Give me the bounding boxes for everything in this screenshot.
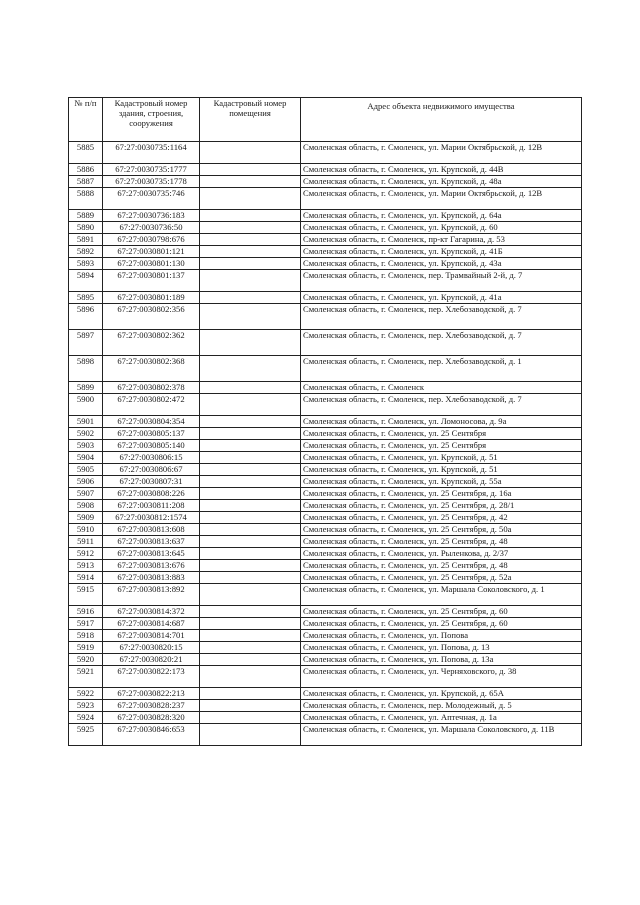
building-cadastral-number: 67:27:0030806:67: [103, 464, 200, 476]
property-address: Смоленская область, г. Смоленск, ул. Маршала Соколовского, д. 11В: [301, 724, 582, 746]
property-address: Смоленская область, г. Смоленск, ул. Крупской, д. 44В: [301, 164, 582, 176]
property-address: Смоленская область, г. Смоленск, пер. Молодежный, д. 5: [301, 700, 582, 712]
room-cadastral-number: [200, 548, 301, 560]
property-address: Смоленская область, г. Смоленск, ул. 25 Сентября, д. 60: [301, 606, 582, 618]
table-row: [69, 700, 582, 712]
table-row: [69, 394, 582, 416]
table-row: [69, 666, 582, 688]
room-cadastral-number: [200, 222, 301, 234]
table-row: [69, 330, 582, 356]
table-row: [69, 512, 582, 524]
header-building-cadastral: Кадастровый номер здания, строения, сооружения: [103, 98, 200, 142]
row-number: 5889: [69, 210, 103, 222]
building-cadastral-number: 67:27:0030735:1164: [103, 142, 200, 164]
room-cadastral-number: [200, 164, 301, 176]
property-address: Смоленская область, г. Смоленск, ул. Крупской, д. 51: [301, 452, 582, 464]
building-cadastral-number: 67:27:0030807:31: [103, 476, 200, 488]
building-cadastral-number: 67:27:0030813:676: [103, 560, 200, 572]
row-number: 5886: [69, 164, 103, 176]
room-cadastral-number: [200, 500, 301, 512]
building-cadastral-number: 67:27:0030808:226: [103, 488, 200, 500]
row-number: 5903: [69, 440, 103, 452]
building-cadastral-number: 67:27:0030735:1777: [103, 164, 200, 176]
building-cadastral-number: 67:27:0030736:183: [103, 210, 200, 222]
property-address: Смоленская область, г. Смоленск, ул. Крупской, д. 65А: [301, 688, 582, 700]
row-number: 5902: [69, 428, 103, 440]
header-number: № п/п: [69, 98, 103, 142]
table-row: [69, 606, 582, 618]
row-number: 5900: [69, 394, 103, 416]
room-cadastral-number: [200, 642, 301, 654]
building-cadastral-number: 67:27:0030801:137: [103, 270, 200, 292]
table-row: [69, 234, 582, 246]
room-cadastral-number: [200, 618, 301, 630]
row-number: 5890: [69, 222, 103, 234]
building-cadastral-number: 67:27:0030735:746: [103, 188, 200, 210]
building-cadastral-number: 67:27:0030813:608: [103, 524, 200, 536]
building-cadastral-number: 67:27:0030814:372: [103, 606, 200, 618]
property-address: Смоленская область, г. Смоленск, ул. Крупской, д. 55а: [301, 476, 582, 488]
row-number: 5923: [69, 700, 103, 712]
table-row: [69, 618, 582, 630]
room-cadastral-number: [200, 188, 301, 210]
row-number: 5899: [69, 382, 103, 394]
property-address: Смоленская область, г. Смоленск, ул. 25 Сентября, д. 48: [301, 560, 582, 572]
room-cadastral-number: [200, 176, 301, 188]
room-cadastral-number: [200, 536, 301, 548]
row-number: 5885: [69, 142, 103, 164]
table-row: [69, 304, 582, 330]
building-cadastral-number: 67:27:0030814:701: [103, 630, 200, 642]
building-cadastral-number: 67:27:0030801:121: [103, 246, 200, 258]
property-address: Смоленская область, г. Смоленск, ул. 25 Сентября, д. 42: [301, 512, 582, 524]
row-number: 5905: [69, 464, 103, 476]
property-address: Смоленская область, г. Смоленск, пер. Хлебозаводской, д. 1: [301, 356, 582, 382]
building-cadastral-number: 67:27:0030811:208: [103, 500, 200, 512]
table-row: [69, 572, 582, 584]
header-room-cadastral: Кадастровый номер помещения: [200, 98, 301, 142]
building-cadastral-number: 67:27:0030801:189: [103, 292, 200, 304]
row-number: 5909: [69, 512, 103, 524]
header-address: Адрес объекта недвижимого имущества: [301, 98, 582, 142]
room-cadastral-number: [200, 524, 301, 536]
row-number: 5913: [69, 560, 103, 572]
room-cadastral-number: [200, 246, 301, 258]
room-cadastral-number: [200, 356, 301, 382]
property-address: Смоленская область, г. Смоленск, ул. 25 Сентября: [301, 428, 582, 440]
table-header: [69, 98, 582, 142]
table-row: [69, 258, 582, 270]
property-address: Смоленская область, г. Смоленск, ул. Крупской, д. 41а: [301, 292, 582, 304]
room-cadastral-number: [200, 142, 301, 164]
room-cadastral-number: [200, 304, 301, 330]
table-row: [69, 560, 582, 572]
row-number: 5919: [69, 642, 103, 654]
property-address: Смоленская область, г. Смоленск, пер. Хлебозаводской, д. 7: [301, 330, 582, 356]
row-number: 5918: [69, 630, 103, 642]
building-cadastral-number: 67:27:0030814:687: [103, 618, 200, 630]
room-cadastral-number: [200, 688, 301, 700]
building-cadastral-number: 67:27:0030813:645: [103, 548, 200, 560]
room-cadastral-number: [200, 394, 301, 416]
table-row: [69, 584, 582, 606]
room-cadastral-number: [200, 234, 301, 246]
building-cadastral-number: 67:27:0030802:362: [103, 330, 200, 356]
room-cadastral-number: [200, 452, 301, 464]
table-row: [69, 642, 582, 654]
property-address: Смоленская область, г. Смоленск, ул. Крупской, д. 41Б: [301, 246, 582, 258]
property-address: Смоленская область, г. Смоленск, ул. Крупской, д. 64а: [301, 210, 582, 222]
row-number: 5916: [69, 606, 103, 618]
room-cadastral-number: [200, 476, 301, 488]
property-address: Смоленская область, г. Смоленск, ул. Рыленкова, д. 2/37: [301, 548, 582, 560]
room-cadastral-number: [200, 210, 301, 222]
row-number: 5892: [69, 246, 103, 258]
row-number: 5914: [69, 572, 103, 584]
table-row: [69, 292, 582, 304]
row-number: 5917: [69, 618, 103, 630]
row-number: 5894: [69, 270, 103, 292]
room-cadastral-number: [200, 330, 301, 356]
room-cadastral-number: [200, 666, 301, 688]
building-cadastral-number: 67:27:0030813:892: [103, 584, 200, 606]
table-body: [69, 142, 582, 746]
table-row: [69, 464, 582, 476]
property-address: Смоленская область, г. Смоленск, ул. Попова: [301, 630, 582, 642]
building-cadastral-number: 67:27:0030812:1574: [103, 512, 200, 524]
building-cadastral-number: 67:27:0030736:50: [103, 222, 200, 234]
room-cadastral-number: [200, 606, 301, 618]
table-row: [69, 356, 582, 382]
table-row: [69, 724, 582, 746]
room-cadastral-number: [200, 572, 301, 584]
building-cadastral-number: 67:27:0030828:320: [103, 712, 200, 724]
property-address: Смоленская область, г. Смоленск, ул. Крупской, д. 51: [301, 464, 582, 476]
room-cadastral-number: [200, 464, 301, 476]
row-number: 5891: [69, 234, 103, 246]
row-number: 5887: [69, 176, 103, 188]
room-cadastral-number: [200, 630, 301, 642]
table-row: [69, 210, 582, 222]
room-cadastral-number: [200, 292, 301, 304]
property-address: Смоленская область, г. Смоленск, ул. 25 Сентября, д. 28/1: [301, 500, 582, 512]
table-row: [69, 712, 582, 724]
row-number: 5888: [69, 188, 103, 210]
room-cadastral-number: [200, 712, 301, 724]
property-address: Смоленская область, г. Смоленск, ул. Марии Октябрьской, д. 12В: [301, 142, 582, 164]
table-row: [69, 488, 582, 500]
property-address: Смоленская область, г. Смоленск, пер. Трамвайный 2-й, д. 7: [301, 270, 582, 292]
row-number: 5915: [69, 584, 103, 606]
row-number: 5925: [69, 724, 103, 746]
table-row: [69, 536, 582, 548]
room-cadastral-number: [200, 512, 301, 524]
table-row: [69, 688, 582, 700]
property-address: Смоленская область, г. Смоленск, пер. Хлебозаводской, д. 7: [301, 394, 582, 416]
building-cadastral-number: 67:27:0030735:1778: [103, 176, 200, 188]
table-row: [69, 428, 582, 440]
property-address: Смоленская область, г. Смоленск, ул. Черняховского, д. 38: [301, 666, 582, 688]
building-cadastral-number: 67:27:0030802:378: [103, 382, 200, 394]
table-row: [69, 500, 582, 512]
table-row: [69, 524, 582, 536]
room-cadastral-number: [200, 700, 301, 712]
property-address: Смоленская область, г. Смоленск: [301, 382, 582, 394]
table-row: [69, 440, 582, 452]
row-number: 5910: [69, 524, 103, 536]
row-number: 5908: [69, 500, 103, 512]
row-number: 5912: [69, 548, 103, 560]
building-cadastral-number: 67:27:0030801:130: [103, 258, 200, 270]
row-number: 5897: [69, 330, 103, 356]
table-row: [69, 654, 582, 666]
building-cadastral-number: 67:27:0030813:883: [103, 572, 200, 584]
property-address: Смоленская область, г. Смоленск, ул. 25 Сентября: [301, 440, 582, 452]
table-row: [69, 164, 582, 176]
row-number: 5920: [69, 654, 103, 666]
room-cadastral-number: [200, 270, 301, 292]
building-cadastral-number: 67:27:0030804:354: [103, 416, 200, 428]
room-cadastral-number: [200, 428, 301, 440]
property-address: Смоленская область, г. Смоленск, ул. Ломоносова, д. 9а: [301, 416, 582, 428]
row-number: 5924: [69, 712, 103, 724]
table-row: [69, 476, 582, 488]
row-number: 5911: [69, 536, 103, 548]
property-address: Смоленская область, г. Смоленск, ул. Аптечная, д. 1а: [301, 712, 582, 724]
table-row: [69, 270, 582, 292]
property-address: Смоленская область, г. Смоленск, ул. Марии Октябрьской, д. 12В: [301, 188, 582, 210]
room-cadastral-number: [200, 416, 301, 428]
row-number: 5896: [69, 304, 103, 330]
property-address: Смоленская область, г. Смоленск, ул. Попова, д. 13а: [301, 654, 582, 666]
building-cadastral-number: 67:27:0030820:21: [103, 654, 200, 666]
room-cadastral-number: [200, 654, 301, 666]
property-address: Смоленская область, г. Смоленск, ул. 25 Сентября, д. 60: [301, 618, 582, 630]
building-cadastral-number: 67:27:0030802:368: [103, 356, 200, 382]
property-address: Смоленская область, г. Смоленск, ул. Маршала Соколовского, д. 1: [301, 584, 582, 606]
property-register-table: [68, 97, 582, 746]
building-cadastral-number: 67:27:0030822:173: [103, 666, 200, 688]
building-cadastral-number: 67:27:0030798:676: [103, 234, 200, 246]
building-cadastral-number: 67:27:0030813:637: [103, 536, 200, 548]
room-cadastral-number: [200, 382, 301, 394]
room-cadastral-number: [200, 258, 301, 270]
table-row: [69, 548, 582, 560]
table-row: [69, 188, 582, 210]
building-cadastral-number: 67:27:0030805:137: [103, 428, 200, 440]
property-address: Смоленская область, г. Смоленск, ул. Крупской, д. 48а: [301, 176, 582, 188]
row-number: 5922: [69, 688, 103, 700]
property-address: Смоленская область, г. Смоленск, ул. 25 Сентября, д. 16а: [301, 488, 582, 500]
property-address: Смоленская область, г. Смоленск, ул. Крупской, д. 43а: [301, 258, 582, 270]
table-row: [69, 142, 582, 164]
building-cadastral-number: 67:27:0030828:237: [103, 700, 200, 712]
row-number: 5893: [69, 258, 103, 270]
room-cadastral-number: [200, 560, 301, 572]
row-number: 5901: [69, 416, 103, 428]
table-row: [69, 452, 582, 464]
room-cadastral-number: [200, 488, 301, 500]
property-address: Смоленская область, г. Смоленск, ул. Попова, д. 13: [301, 642, 582, 654]
property-address: Смоленская область, г. Смоленск, ул. 25 Сентября, д. 52а: [301, 572, 582, 584]
table-row: [69, 630, 582, 642]
building-cadastral-number: 67:27:0030846:653: [103, 724, 200, 746]
table-row: [69, 416, 582, 428]
room-cadastral-number: [200, 584, 301, 606]
property-address: Смоленская область, г. Смоленск, ул. Крупской, д. 60: [301, 222, 582, 234]
table-row: [69, 222, 582, 234]
table-row: [69, 382, 582, 394]
row-number: 5921: [69, 666, 103, 688]
building-cadastral-number: 67:27:0030806:15: [103, 452, 200, 464]
building-cadastral-number: 67:27:0030802:472: [103, 394, 200, 416]
building-cadastral-number: 67:27:0030805:140: [103, 440, 200, 452]
header-row: [69, 98, 582, 142]
building-cadastral-number: 67:27:0030820:15: [103, 642, 200, 654]
table-row: [69, 246, 582, 258]
row-number: 5895: [69, 292, 103, 304]
building-cadastral-number: 67:27:0030822:213: [103, 688, 200, 700]
building-cadastral-number: 67:27:0030802:356: [103, 304, 200, 330]
property-address: Смоленская область, г. Смоленск, ул. 25 Сентября, д. 48: [301, 536, 582, 548]
row-number: 5907: [69, 488, 103, 500]
row-number: 5906: [69, 476, 103, 488]
property-address: Смоленская область, г. Смоленск, ул. 25 Сентября, д. 50а: [301, 524, 582, 536]
row-number: 5898: [69, 356, 103, 382]
property-address: Смоленская область, г. Смоленск, пр-кт Гагарина, д. 53: [301, 234, 582, 246]
room-cadastral-number: [200, 440, 301, 452]
row-number: 5904: [69, 452, 103, 464]
table-row: [69, 176, 582, 188]
property-address: Смоленская область, г. Смоленск, пер. Хлебозаводской, д. 7: [301, 304, 582, 330]
room-cadastral-number: [200, 724, 301, 746]
